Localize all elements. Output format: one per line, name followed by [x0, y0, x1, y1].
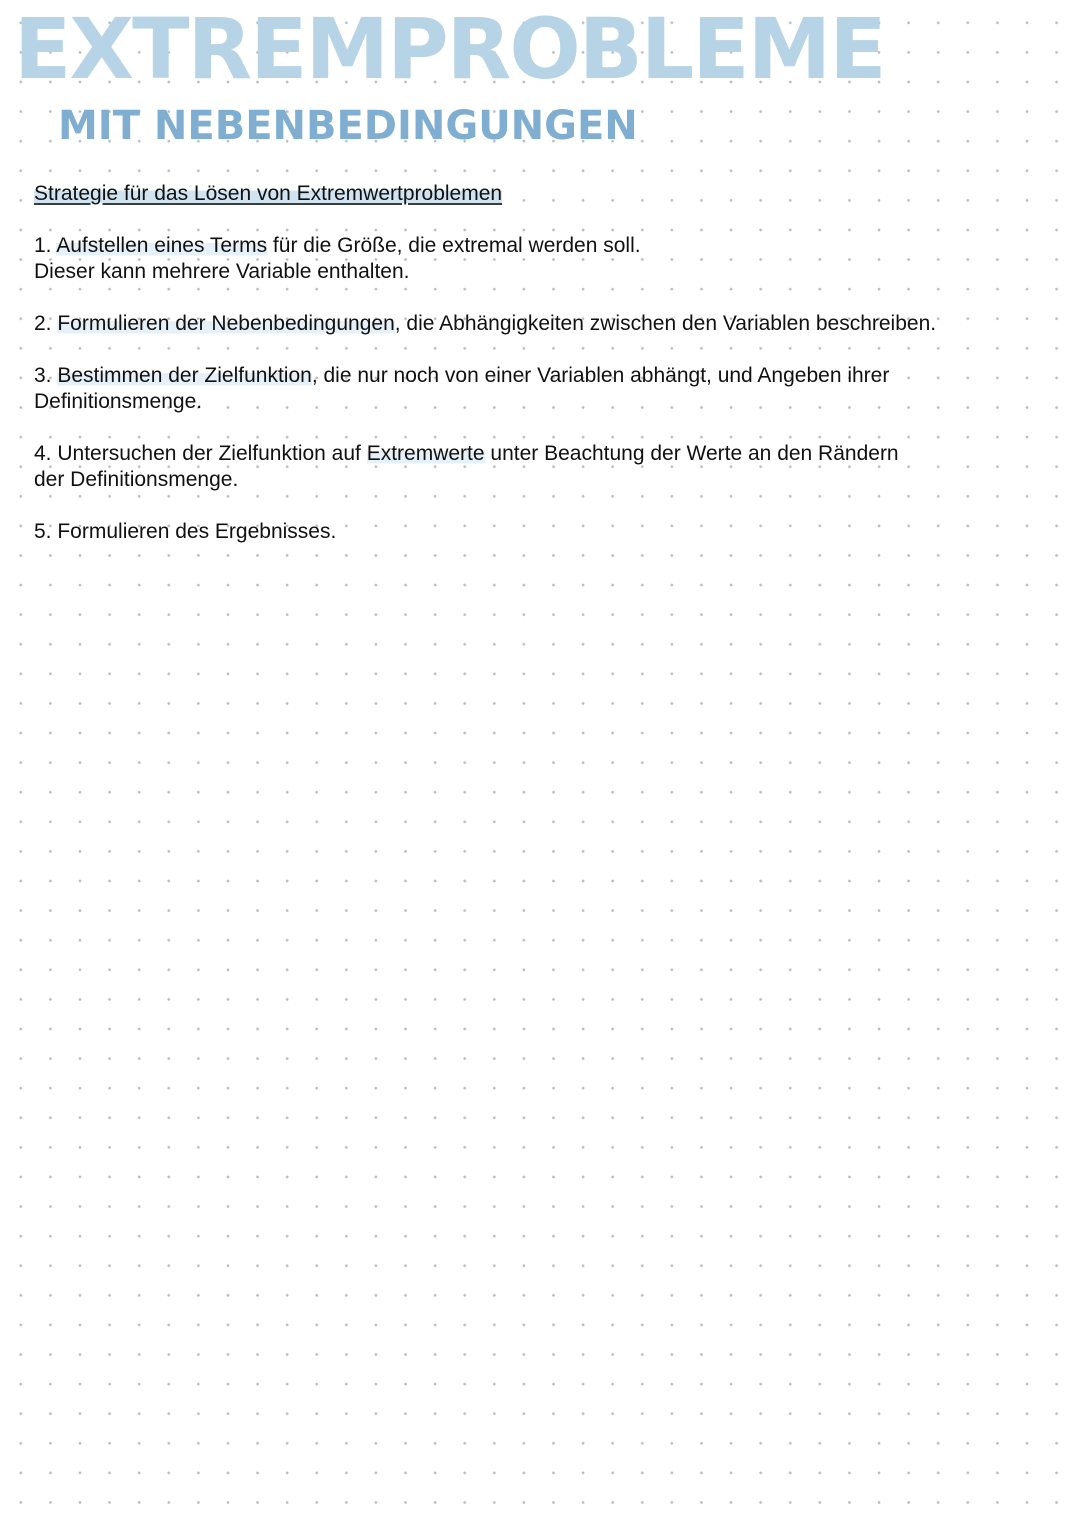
page-title: EXTREMPROBLEME	[14, 0, 885, 98]
step-number: 4.	[34, 442, 52, 465]
step-line	[34, 441, 1034, 467]
step-number: 5.	[34, 520, 52, 543]
step-text: , die Abhängigkeiten zwischen den Variablen beschreiben.	[394, 312, 937, 335]
step-4	[34, 441, 1034, 493]
step-line	[34, 363, 1034, 389]
note-content	[34, 181, 1034, 571]
step-highlight: Extremwerte	[366, 442, 485, 465]
step-highlight: Bestimmen der Zielfunktion	[57, 364, 312, 387]
steps-list	[34, 233, 1034, 545]
step-line-2: der Definitionsmenge.	[34, 468, 239, 491]
step-text: unter Beachtung der Werte an den Rändern	[484, 442, 899, 465]
step-5	[34, 519, 1034, 545]
step-number: 2.	[34, 312, 52, 335]
step-line-2: Dieser kann mehrere Variable enthalten.	[34, 260, 410, 283]
page-subtitle: MIT NEBENBEDINGUNGEN	[58, 103, 638, 149]
strategy-heading	[34, 181, 1034, 207]
step-text: für die Größe, die extremal werden soll.	[267, 234, 641, 257]
step-line	[34, 233, 1034, 259]
step-line	[34, 519, 1034, 545]
step-text: , die nur noch von einer Variablen abhängt, und Angeben ihrer	[311, 364, 890, 387]
step-text: Formulieren des Ergebnisses.	[57, 520, 337, 543]
step-text-pre: Untersuchen der Zielfunktion auf	[57, 442, 367, 465]
step-3	[34, 363, 1034, 415]
step-2	[34, 311, 1034, 337]
step-line-2: Definitionsmenge.	[34, 390, 203, 413]
strategy-heading-text: Strategie für das Lösen von Extremwertproblemen	[34, 182, 503, 205]
step-number: 1.	[34, 234, 52, 257]
step-1	[34, 233, 1034, 285]
step-line	[34, 311, 1034, 337]
step-highlight: Formulieren der Nebenbedingungen	[57, 312, 395, 335]
step-number: 3.	[34, 364, 52, 387]
step-highlight: Aufstellen eines Terms	[56, 234, 268, 257]
